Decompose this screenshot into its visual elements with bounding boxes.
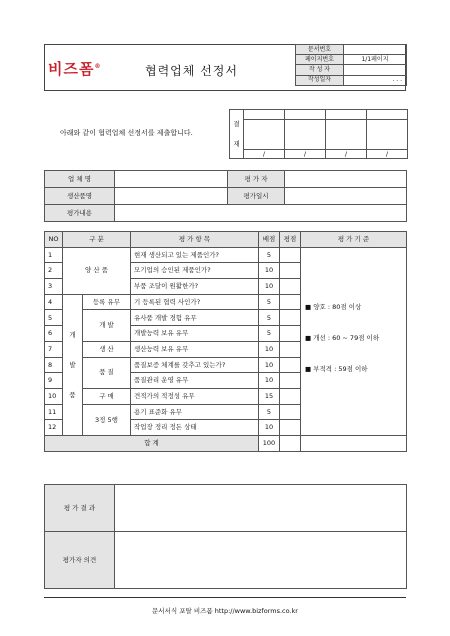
criteria-good: ■ 양호 : 80점 이상 xyxy=(305,302,362,311)
criteria-unfit: ■ 부적격 : 59점 이하 xyxy=(305,364,368,373)
sub-production: 생 산 xyxy=(83,341,131,357)
col-header-category: 구 분 xyxy=(63,232,131,248)
row-weight: 5 xyxy=(259,310,280,326)
approval-sign-1 xyxy=(244,120,285,150)
product-name-label: 생산품명 xyxy=(45,188,115,205)
approval-date-3: / xyxy=(326,150,367,159)
company-info-table xyxy=(44,170,407,222)
criteria-cell xyxy=(301,247,407,435)
eval-content-value xyxy=(115,205,407,222)
document-title: 협력업체 선정서 xyxy=(145,64,238,78)
group-mass-production: 양 산 품 xyxy=(63,247,131,294)
row-score xyxy=(280,326,301,342)
row-item: 품질관리 운영 유무 xyxy=(131,373,259,389)
evaluator-opinion-value xyxy=(115,532,407,589)
sub-3s5h: 3정 5행 xyxy=(83,404,131,435)
sub-quality: 품 질 xyxy=(83,357,131,388)
row-no: 10 xyxy=(45,388,63,404)
row-no: 5 xyxy=(45,310,63,326)
row-score xyxy=(280,294,301,310)
row-score xyxy=(280,247,301,263)
row-no: 3 xyxy=(45,279,63,295)
approval-label: 결 재 xyxy=(230,110,244,159)
approval-title-2 xyxy=(285,110,326,120)
approval-date-4: / xyxy=(367,150,408,159)
sub-purchase: 구 매 xyxy=(83,388,131,404)
row-weight: 10 xyxy=(259,420,280,436)
row-weight: 10 xyxy=(259,263,280,279)
company-name-value xyxy=(115,171,228,188)
row-weight: 15 xyxy=(259,388,280,404)
approval-date-2: / xyxy=(285,150,326,159)
row-weight: 10 xyxy=(259,341,280,357)
approval-title-3 xyxy=(326,110,367,120)
footer-text: 문서서식 포탈 비즈폼 http://www.bizforms.co.kr xyxy=(152,607,298,615)
row-item: 개발능력 보유 유무 xyxy=(131,326,259,342)
sub-development: 개 발 xyxy=(83,310,131,341)
row-score xyxy=(280,388,301,404)
company-name-label: 업 체 명 xyxy=(45,171,115,188)
row-weight: 10 xyxy=(259,357,280,373)
row-score xyxy=(280,373,301,389)
row-item: 품질보증 체계를 갖추고 있는가? xyxy=(131,357,259,373)
doc-number-value xyxy=(344,45,407,55)
row-item: 유사품 개발 경험 유무 xyxy=(131,310,259,326)
page-number-label: 페이지번호 xyxy=(296,55,344,65)
total-label: 합 계 xyxy=(45,435,259,451)
row-weight: 5 xyxy=(259,326,280,342)
sub-registration: 등록 유무 xyxy=(83,294,131,310)
author-label: 작 성 자 xyxy=(296,65,344,75)
approval-title-1 xyxy=(244,110,285,120)
row-weight: 5 xyxy=(259,404,280,420)
page-number-value: 1/1페이지 xyxy=(344,55,407,65)
row-score xyxy=(280,263,301,279)
approval-box xyxy=(229,109,408,159)
table-row xyxy=(45,247,407,263)
row-item: 기 등록된 협력 사인가? xyxy=(131,294,259,310)
row-item: 생산능력 보유 유무 xyxy=(131,341,259,357)
row-item: 부품 조달이 원활한가? xyxy=(131,279,259,295)
row-no: 2 xyxy=(45,263,63,279)
approval-sign-2 xyxy=(285,120,326,150)
col-header-weight: 배점 xyxy=(259,232,280,248)
submission-notice: 아래와 같이 협력업체 선정서를 제출합니다. xyxy=(60,129,193,137)
product-name-value xyxy=(115,188,228,205)
evaluator-opinion-label: 평가자 의견 xyxy=(45,532,115,589)
evaluator-value xyxy=(285,171,407,188)
doc-number-label: 문서번호 xyxy=(296,45,344,55)
criteria-improve: ■ 개선 : 60 ~ 79점 이하 xyxy=(305,333,380,342)
row-no: 12 xyxy=(45,420,63,436)
date-value: . . . xyxy=(344,75,407,85)
approval-sign-3 xyxy=(326,120,367,150)
approval-date-1: / xyxy=(244,150,285,159)
document-meta-table xyxy=(295,44,407,86)
row-weight: 10 xyxy=(259,373,280,389)
footer-divider xyxy=(44,597,406,598)
row-item: 용기 표준화 유무 xyxy=(131,404,259,420)
eval-content-label: 평가내용 xyxy=(45,205,115,222)
row-no: 4 xyxy=(45,294,63,310)
eval-date-label: 평가일시 xyxy=(228,188,285,205)
result-table xyxy=(44,484,407,589)
total-row xyxy=(45,435,407,451)
row-item: 작업장 정리 정돈 상태 xyxy=(131,420,259,436)
author-value xyxy=(344,65,407,75)
row-no: 1 xyxy=(45,247,63,263)
eval-result-value xyxy=(115,485,407,532)
col-header-criteria: 평 가 기 준 xyxy=(301,232,407,248)
row-score xyxy=(280,341,301,357)
row-no: 6 xyxy=(45,326,63,342)
col-header-item: 평 가 항 목 xyxy=(131,232,259,248)
approval-title-4 xyxy=(367,110,408,120)
row-weight: 5 xyxy=(259,294,280,310)
col-header-no: NO xyxy=(45,232,63,248)
row-score xyxy=(280,420,301,436)
group-development: 개 발 품 xyxy=(63,294,83,435)
row-weight: 5 xyxy=(259,247,280,263)
eval-result-label: 평 가 결 과 xyxy=(45,485,115,532)
total-score xyxy=(280,435,301,451)
evaluator-label: 평 가 자 xyxy=(228,171,285,188)
row-item: 견적가의 적정성 유무 xyxy=(131,388,259,404)
eval-date-value xyxy=(285,188,407,205)
row-score xyxy=(280,279,301,295)
evaluation-table xyxy=(44,231,407,452)
approval-sign-4 xyxy=(367,120,408,150)
total-criteria xyxy=(301,435,407,451)
row-no: 7 xyxy=(45,341,63,357)
row-score xyxy=(280,357,301,373)
row-item: 모기업의 승인된 제품인가? xyxy=(131,263,259,279)
row-no: 9 xyxy=(45,373,63,389)
row-item: 현재 생산되고 있는 제품인가? xyxy=(131,247,259,263)
row-score xyxy=(280,404,301,420)
total-value: 100 xyxy=(259,435,280,451)
row-weight: 10 xyxy=(259,279,280,295)
row-no: 11 xyxy=(45,404,63,420)
row-no: 8 xyxy=(45,357,63,373)
row-score xyxy=(280,310,301,326)
date-label: 작성일자 xyxy=(296,75,344,85)
bizforms-logo: 비즈폼® xyxy=(48,60,102,78)
col-header-score: 평점 xyxy=(280,232,301,248)
